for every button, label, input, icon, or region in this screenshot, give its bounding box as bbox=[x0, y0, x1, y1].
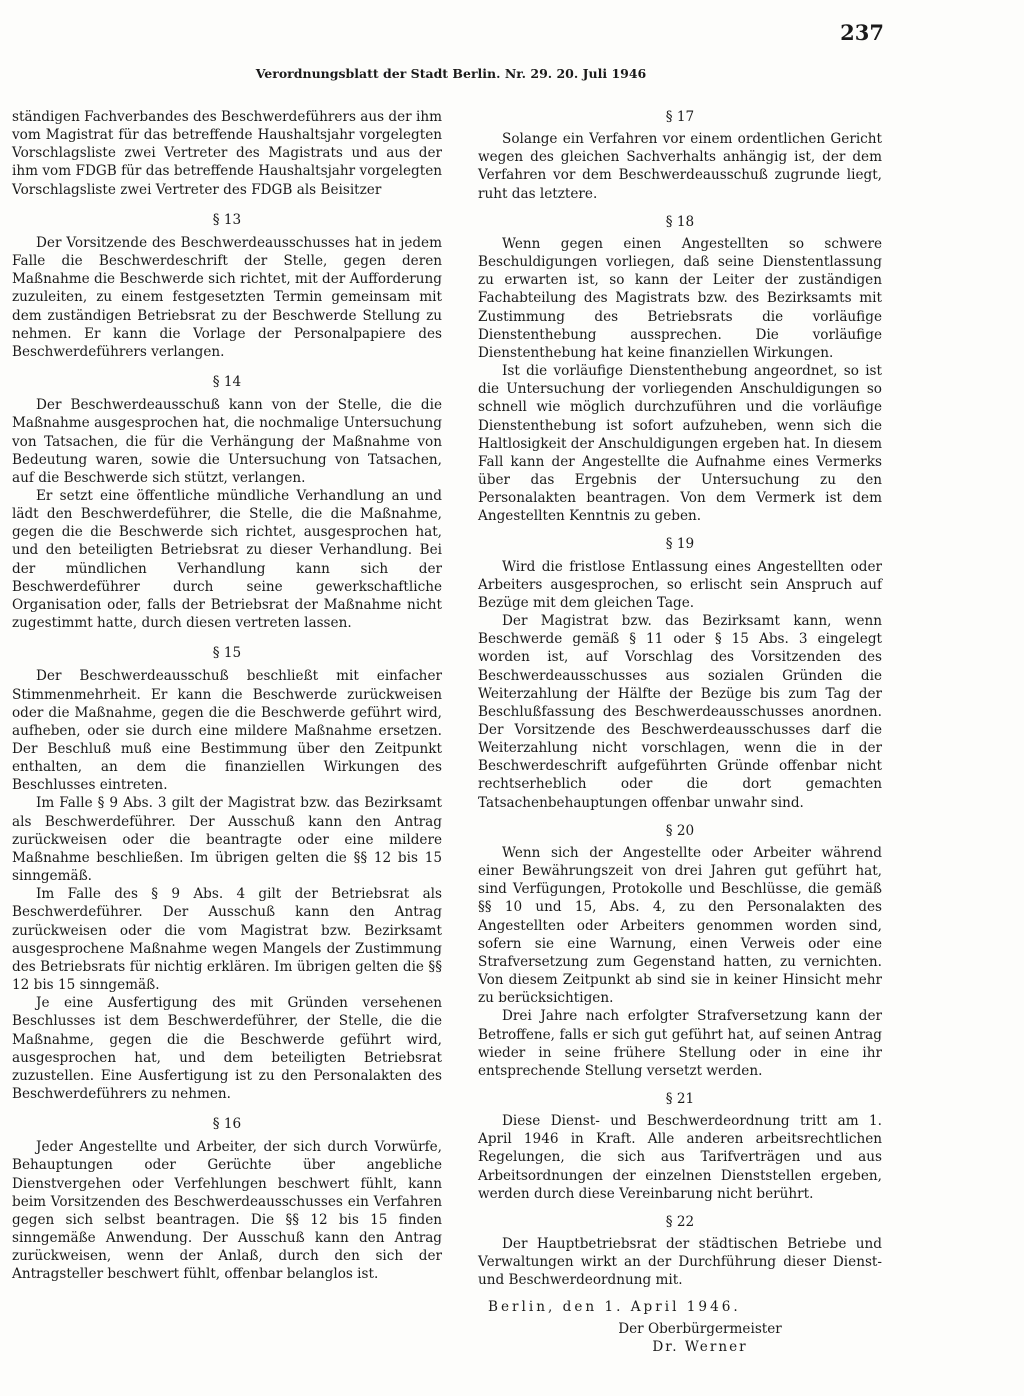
section-heading: § 16 bbox=[212, 1116, 242, 1133]
paragraph: Im Falle § 9 Abs. 3 gilt der Magistrat bzw. das Bezirksamt als Beschwerdeführer. Der Ausschuß kann den Antrag zurückweisen oder die beantragte oder eine mildere Maßnahme beschließen. Im übrigen gelten die §§ 12 bis 15 sinngemäß. bbox=[12, 795, 442, 885]
paragraph: Solange ein Verfahren vor einem ordentlichen Gericht wegen des gleichen Sachverhalts anhängig ist, der dem Verfahren vor dem Beschwerdeausschuß zugrunde liegt, ruht das letztere. bbox=[478, 131, 882, 202]
section-heading: § 17 bbox=[665, 109, 695, 125]
paragraph: Je eine Ausfertigung des mit Gründen versehenen Beschlusses ist dem Beschwerdeführer, der Stelle, die die Maßnahme, gegen die die Beschwerde geführt wird, ausgesprochen hat, und dem beteiligten Betriebsrat zuzustellen. Eine Ausfertigung ist zu den Personalakten des Beschwerdeführers zu nehmen. bbox=[12, 995, 442, 1102]
section-heading: § 19 bbox=[665, 536, 695, 553]
paragraph: Jeder Angestellte und Arbeiter, der sich durch Vorwürfe, Behauptungen oder Gerüchte über angebliche Dienstvergehen oder Verfehlungen beschwert fühlt, kann beim Vorsitzenden des Beschwerdeausschusses ein Verfahren gegen sich selbst beantragen. Die §§ 12 bis 15 finden sinngemäße Anwendung. Der Ausschuß kann den Antrag zurückweisen, wenn der Anlaß, durch den sich der Antragsteller beschwert fühlt, offenbar belanglos ist. bbox=[12, 1139, 442, 1283]
section-heading: § 14 bbox=[212, 374, 242, 391]
dateline: Berlin, den 1. April 1946. bbox=[488, 1298, 741, 1315]
section-heading: § 13 bbox=[212, 211, 242, 228]
section-heading: § 22 bbox=[665, 1213, 695, 1230]
paragraph: Der Beschwerdeausschuß kann von der Stelle, die die Maßnahme ausgesprochen hat, die nochmalige Untersuchung von Tatsachen, die für die Verhängung der Maßnahme von Bedeutung waren, sowie die Untersuchung von Tatsachen, auf die Beschwerde sich stützt, verlangen. bbox=[12, 397, 442, 486]
paragraph: Der Hauptbetriebsrat der städtischen Betriebe und Verwaltungen wirkt an der Durchführung dieser Dienst- und Beschwerdeordnung mit. bbox=[478, 1236, 882, 1289]
section-heading: § 18 bbox=[665, 213, 695, 230]
paragraph: Drei Jahre nach erfolgter Strafversetzung kann der Betroffene, falls er sich gut geführt hat, auf seinen Antrag wieder in seine frühere Stellung oder in eine ihr entsprechende Stellung versetzt werden. bbox=[478, 1008, 882, 1079]
paragraph: Der Magistrat bzw. das Bezirksamt kann, wenn Beschwerde gemäß § 11 oder § 15 Abs. 3 eingelegt worden ist, auf Vorschlag des Vorsitzenden des Beschwerdeausschusses aus sozialen Gründen die Weiterzahlung der Hälfte der Bezüge bis zum Tag der Beschlußfassung des Beschwerdeausschusses anordnen. Der Vorsitzende des Beschwerdeausschusses darf die Weiterzahlung nicht vorschlagen, wenn die in der Beschwerdeschrift aufgeführten Gründe offenbar nicht rechtserheblich oder die dort gemachten Tatsachenbehauptungen offenbar unwahr sind. bbox=[478, 613, 882, 811]
signature-name: Dr. Werner bbox=[652, 1338, 748, 1355]
section-heading: § 20 bbox=[665, 822, 695, 839]
paragraph: Ist die vorläufige Dienstenthebung angeordnet, so ist die Untersuchung der vorliegenden Anschuldigungen so schnell wie möglich durchzuführen und die vorläufige Dienstenthebung ist sofort aufzuheben, wenn sich die Haltlosigkeit der Anschuldigungen ergeben hat. In diesem Fall kann der Angestellte die Aufnahme eines Vermerks über das Ergebnis der Untersuchung zu den Personalakten beantragen. Von dem Vermerk ist dem Angestellten Kenntnis zu geben. bbox=[478, 363, 882, 525]
signature-title: Der Oberbürgermeister bbox=[618, 1320, 782, 1337]
paragraph: Diese Dienst- und Beschwerdeordnung tritt am 1. April 1946 in Kraft. Alle anderen arbeitsrechtlichen Regelungen, die sich aus Tarifverträgen und aus Arbeitsordnungen der einzelnen Dienststellen ergeben, werden durch diese Vereinbarung nicht berührt. bbox=[478, 1113, 882, 1202]
paragraph: Er setzt eine öffentliche mündliche Verhandlung an und lädt den Beschwerdeführer, die Stelle, die die Maßnahme, gegen die die Beschwerde sich richtet, ausgesprochen hat, und den beteiligten Betriebsrat zu dieser Verhandlung. Bei der mündlichen Verhandlung kann sich der Beschwerdeführer durch seine gewerkschaftliche Organisation oder, falls der Betriebsrat der Maßnahme nicht zugestimmt hatte, durch diesen vertreten lassen. bbox=[12, 487, 442, 632]
page-number: 237 bbox=[840, 20, 884, 45]
paragraph: Der Beschwerdeausschuß beschließt mit einfacher Stimmenmehrheit. Er kann die Beschwerde zurückweisen oder die Maßnahme, gegen die die Beschwerde geführt wird, aufheben, oder sie durch eine mildere Maßnahme ersetzen. Der Beschluß muß eine Bestimmung über den Zeitpunkt enthalten, an dem die finanziellen Wirkungen des Beschlusses eintreten. bbox=[12, 668, 442, 794]
section-heading: § 15 bbox=[212, 645, 242, 662]
paragraph: Wird die fristlose Entlassung eines Angestellten oder Arbeiters ausgesprochen, so erlischt sein Anspruch auf Bezüge mit dem gleichen Tage. bbox=[478, 558, 882, 611]
paragraph: Wenn sich der Angestellte oder Arbeiter während einer Bewährungszeit von drei Jahren gut geführt hat, sind Verfügungen, Protokolle und Beschlüsse, die gemäß §§ 10 und 15, Abs. 4, zu den Personalakten des Angestellten oder Arbeiters genommen worden sind, sofern sie eine Warnung, einen Verweis oder eine Strafversetzung zum Gegenstand hatten, zu vernichten. Von diesem Zeitpunkt ab sind sie in keiner Hinsicht mehr zu berücksichtigen. bbox=[478, 844, 882, 1007]
paragraph: Der Vorsitzende des Beschwerdeausschusses hat in jedem Falle die Beschwerdeschrift der Stelle, gegen deren Maßnahme die Beschwerde sich richtet, mit der Aufforderung zuzuleiten, zu einem festgesetzten Termin gemeinsam mit dem zuständigen Betriebsrat zu der Beschwerde Stellung zu nehmen. Er kann die Vorlage der Personalpapiere des Beschwerdeführers verlangen. bbox=[12, 234, 442, 360]
paragraph: Im Falle des § 9 Abs. 4 gilt der Betriebsrat als Beschwerdeführer. Der Ausschuß kann den Antrag zurückweisen oder die vom Magistrat bzw. Bezirksamt ausgesprochene Maßnahme wegen Mangels der Zustimmung des Betriebsrats für nichtig erklären. Im übrigen gelten die §§ 12 bis 15 sinngemäß. bbox=[12, 886, 442, 994]
left-column bbox=[12, 108, 442, 1284]
paragraph: ständigen Fachverbandes des Beschwerdeführers aus der ihm vom Magistrat für das betreffende Haushaltsjahr vorgelegten Vorschlagsliste zwei Vertreter des Magistrats und aus der ihm vom FDGB für das betreffende Haushaltsjahr vorgelegten Vorschlagsliste zwei Vertreter des FDGB als Beisitzer bbox=[12, 109, 442, 198]
paragraph: Wenn gegen einen Angestellten so schwere Beschuldigungen vorliegen, daß seine Dienstentlassung zu erwarten ist, so kann der Leiter der zuständigen Fachabteilung des Magistrats bzw. des Bezirksamts mit Zustimmung des Betriebsrats die vorläufige Dienstenthebung aussprechen. Die vorläufige Dienstenthebung hat keine finanziellen Wirkungen. bbox=[478, 235, 882, 361]
running-header: Verordnungsblatt der Stadt Berlin. Nr. 29. 20. Juli 1946 bbox=[255, 66, 647, 81]
right-column bbox=[478, 108, 882, 1356]
section-heading: § 21 bbox=[665, 1090, 695, 1107]
